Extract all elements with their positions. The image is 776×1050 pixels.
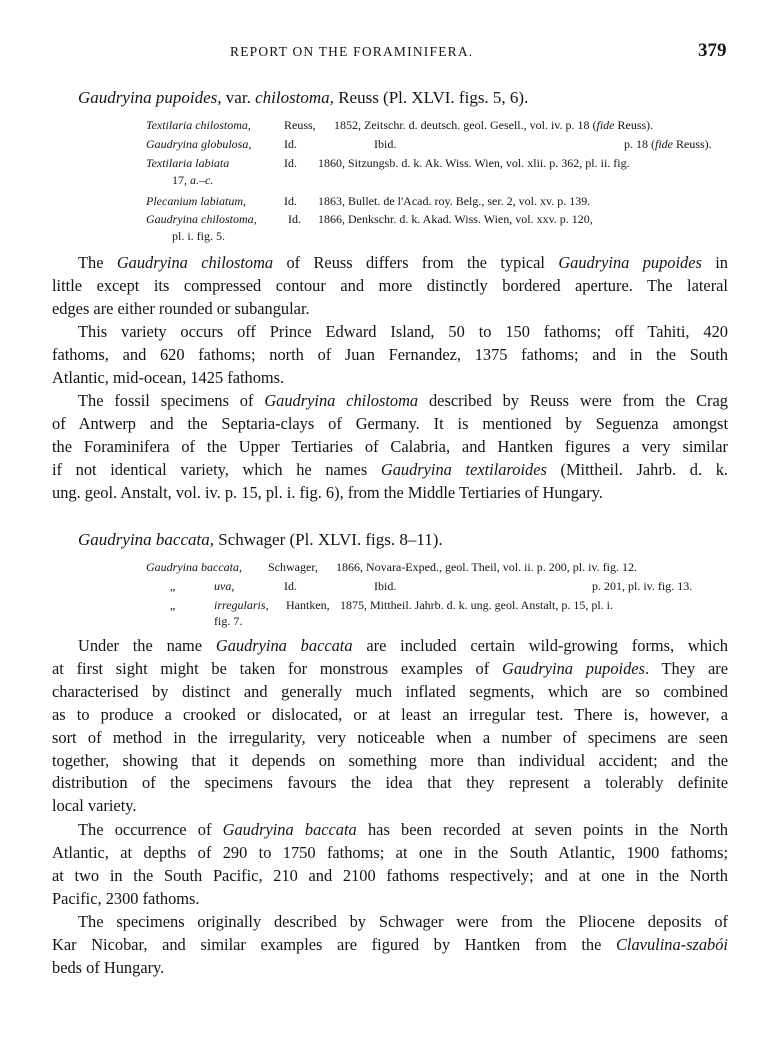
synonym-author: Id.	[288, 212, 301, 226]
synonym-reference: 1860, Sitzungsb. d. k. Ak. Wiss. Wien, vol. xlii. p. 362, pl. ii. fig.	[318, 156, 630, 170]
synonym-author: Id.	[284, 579, 297, 593]
synonym-name: Gaudryina chilostoma,	[146, 212, 257, 226]
text-line: local variety.	[52, 796, 137, 816]
synonym-page: p. 201, pl. iv. fig. 13.	[592, 579, 693, 593]
synonym-entry	[146, 192, 736, 211]
text-line: characterised by distinct and generally much inflated segments, which are so combined	[52, 681, 728, 701]
text-line: at two in the South Pacific, 210 and 2100 fathoms respectively; and at one in the North	[52, 865, 728, 885]
synonym-author: Id.	[284, 156, 297, 170]
synonym-continuation: fig. 7.	[214, 614, 243, 628]
synonym-author: Hantken,	[286, 598, 330, 612]
body-paragraph	[52, 390, 728, 505]
synonym-name: Gaudryina baccata,	[146, 560, 242, 574]
variety-name: chilostoma,	[255, 88, 334, 107]
body-paragraph	[52, 635, 728, 818]
synonym-name: Textilaria chilostoma,	[146, 118, 251, 132]
text-line: of Antwerp and the Septaria-clays of Germany. It is mentioned by Seguenza amongst	[52, 413, 728, 433]
text-line: if not identical variety, which he names Gaudryina textilaroides (Mittheil. Jahrb. d. k.	[52, 459, 728, 479]
synonym-name: Plecanium labiatum,	[146, 194, 246, 208]
species-name: Gaudryina baccata,	[78, 530, 214, 549]
synonym-reference: 1866, Denkschr. d. k. Akad. Wiss. Wien, vol. xxv. p. 120,	[318, 212, 593, 226]
text-line: as to produce a crooked or dislocated, or at least an irregular test. There is, however, a	[52, 704, 728, 724]
synonym-entry	[146, 135, 736, 154]
synonym-reference: Ibid.	[374, 137, 397, 151]
synonym-entry	[146, 210, 736, 229]
text-line: little except its compressed contour and more distinctly bordered aperture. The lateral	[52, 275, 728, 295]
synonym-name: Gaudryina globulosa,	[146, 137, 252, 151]
synonym-reference: Ibid.	[374, 579, 397, 593]
synonym-reference: 1863, Bullet. de l'Acad. roy. Belg., ser. 2, vol. xv. p. 139.	[318, 194, 591, 208]
running-head	[0, 40, 776, 68]
species-authority: Reuss (Pl. XLVI. figs. 5, 6).	[338, 88, 529, 107]
synonym-author: Id.	[284, 194, 297, 208]
species-heading-chilostoma	[78, 88, 528, 108]
text-line: the Foraminifera of the Upper Tertiaries of Calabria, and Hantken figures a very similar	[52, 436, 728, 456]
synonym-reference: 1852, Zeitschr. d. deutsch. geol. Gesell., vol. iv. p. 18 (fide Reuss).	[334, 118, 654, 132]
synonym-continuation: pl. i. fig. 5.	[172, 229, 225, 243]
synonym-entry	[146, 577, 736, 596]
text-line: The specimens originally described by Schwager were from the Pliocene deposits of	[78, 912, 728, 931]
text-line: Kar Nicobar, and similar examples are figured by Hantken from the Clavulina-szabói	[52, 934, 728, 954]
text-line: at first sight might be taken for monstrous examples of Gaudryina pupoides. They are	[52, 658, 728, 678]
synonym-author: Reuss,	[284, 118, 316, 132]
synonym-name: uva,	[214, 579, 235, 593]
species-heading-baccata	[78, 530, 443, 550]
text-line: The occurrence of Gaudryina baccata has been recorded at seven points in the North	[78, 820, 728, 839]
text-line: The Gaudryina chilostoma of Reuss differs from the typical Gaudryina pupoides in	[78, 253, 728, 272]
synonym-author: Id.	[284, 137, 297, 151]
text-line: Pacific, 2300 fathoms.	[52, 888, 200, 908]
text-line: beds of Hungary.	[52, 957, 165, 977]
synonym-reference: 1875, Mittheil. Jahrb. d. k. ung. geol. Anstalt, p. 15, pl. i.	[340, 598, 613, 612]
text-line: The fossil specimens of Gaudryina chilostoma described by Reuss were from the Crag	[78, 391, 728, 410]
synonym-entry	[146, 558, 736, 577]
synonym-entry	[146, 154, 736, 173]
synonym-author: Schwager,	[268, 560, 318, 574]
text-line: This variety occurs off Prince Edward Island, 50 to 150 fathoms; off Tahiti, 420	[78, 322, 728, 341]
synonym-continuation: 17, a.–c.	[172, 173, 214, 187]
page-number: 379	[698, 40, 727, 61]
synonym-reference: 1866, Novara-Exped., geol. Theil, vol. ii. p. 200, pl. iv. fig. 12.	[336, 560, 637, 574]
synonym-name: irregularis,	[214, 598, 269, 612]
ditto-mark: „	[170, 579, 176, 593]
running-title: REPORT ON THE FORAMINIFERA.	[230, 44, 474, 59]
ditto-mark: „	[170, 598, 176, 612]
body-paragraph	[52, 252, 728, 321]
variety-label: var.	[225, 88, 251, 107]
body-paragraph	[52, 819, 728, 911]
species-name: Gaudryina pupoides,	[78, 88, 222, 107]
species-authority: Schwager (Pl. XLVI. figs. 8–11).	[218, 530, 443, 549]
synonym-name: Textilaria labiata	[146, 156, 230, 170]
text-line: ung. geol. Anstalt, vol. iv. p. 15, pl. i. fig. 6), from the Middle Tertiaries of Hungary.	[52, 482, 603, 502]
synonym-page: p. 18 (fide Reuss).	[624, 137, 712, 151]
synonym-entry	[146, 116, 736, 135]
text-line: Atlantic, at depths of 290 to 1750 fathoms; at one in the South Atlantic, 1900 fathoms;	[52, 842, 728, 862]
text-line: fathoms, and 620 fathoms; north of Juan Fernandez, 1375 fathoms; and in the South	[52, 344, 728, 364]
text-line: together, showing that it depends on something more than individual accident; and the	[52, 750, 728, 770]
text-line: distribution of the specimens favours the idea that they represent a tolerably definite	[52, 773, 728, 793]
text-line: Atlantic, mid-ocean, 1425 fathoms.	[52, 367, 285, 387]
body-paragraph	[52, 321, 728, 390]
text-line: sort of method in the irregularity, very noticeable when a number of specimens are seen	[52, 727, 728, 747]
synonym-entry	[146, 596, 736, 615]
body-paragraph	[52, 911, 728, 980]
text-line: Under the name Gaudryina baccata are included certain wild-growing forms, which	[78, 636, 728, 655]
text-line: edges are either rounded or subangular.	[52, 298, 310, 318]
